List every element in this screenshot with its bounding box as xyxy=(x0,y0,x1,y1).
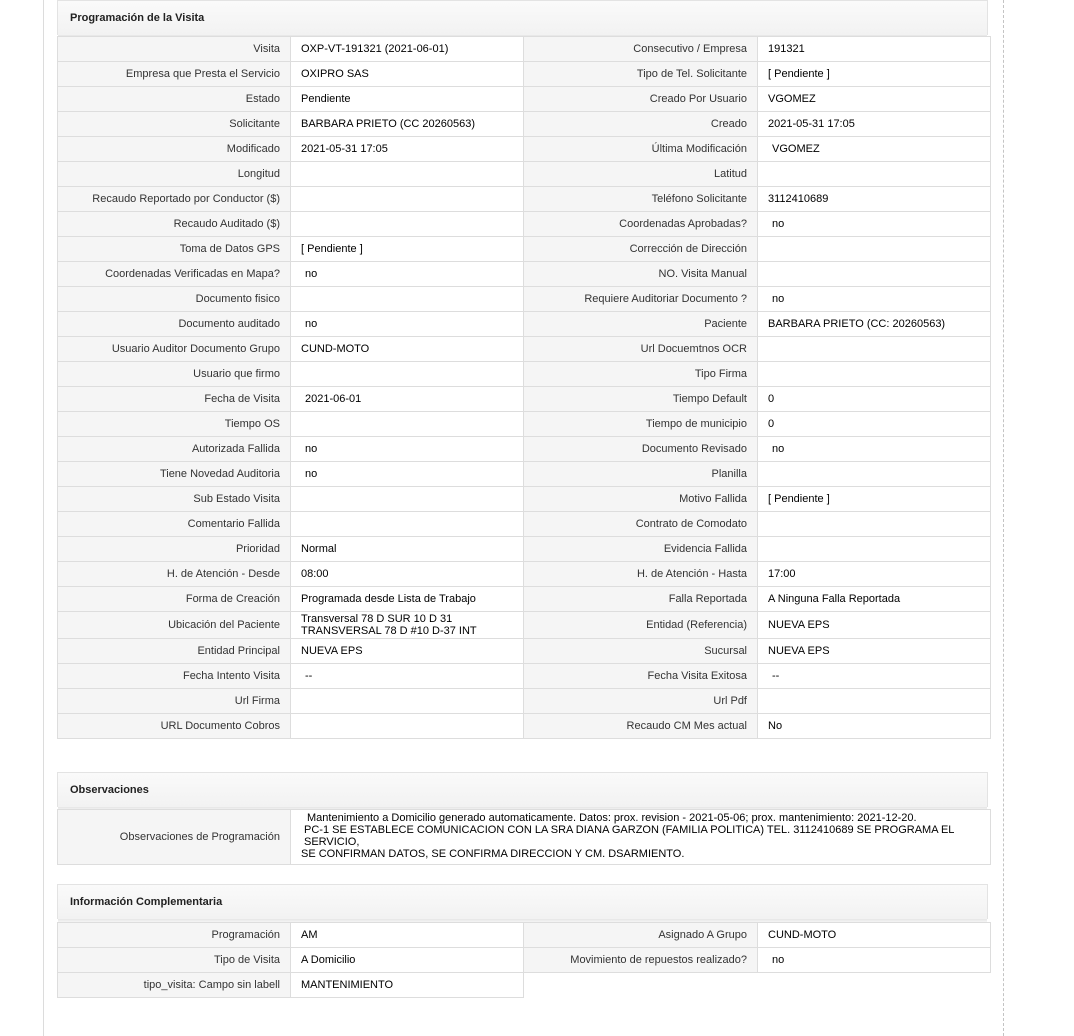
form-row xyxy=(58,487,991,512)
label-fecha-de-visita: Fecha de Visita xyxy=(58,387,291,412)
label-forma-de-creacion: Forma de Creación xyxy=(58,587,291,612)
value-correccion-de-direccion xyxy=(758,237,991,262)
value-documento-auditado xyxy=(291,312,524,337)
value-usuario-que-firmo xyxy=(291,362,524,387)
value-entidad-referencia xyxy=(758,612,991,639)
label-comentario-fallida: Comentario Fallida xyxy=(58,512,291,537)
label-h-de-atencion-hasta: H. de Atención - Hasta xyxy=(524,562,758,587)
label-recaudo-reportado-por-conductor: Recaudo Reportado por Conductor ($) xyxy=(58,187,291,212)
label-tiempo-default: Tiempo Default xyxy=(524,387,758,412)
label-latitud: Latitud xyxy=(524,162,758,187)
value-motivo-fallida xyxy=(758,487,991,512)
label-asignado-a-grupo: Asignado A Grupo xyxy=(524,923,758,948)
value-fecha-visita-exitosa xyxy=(758,664,991,689)
value-text: VGOMEZ xyxy=(772,143,820,155)
observaciones-header xyxy=(57,772,988,807)
label-url-docuemtnos-ocr: Url Docuemtnos OCR xyxy=(524,337,758,362)
label-documento-revisado: Documento Revisado xyxy=(524,437,758,462)
label-tipo-de-visita: Tipo de Visita xyxy=(58,948,291,973)
label-fecha-visita-exitosa: Fecha Visita Exitosa xyxy=(524,664,758,689)
form-row xyxy=(58,714,991,739)
label-fecha-intento-visita: Fecha Intento Visita xyxy=(58,664,291,689)
value-creado xyxy=(758,112,991,137)
value-text: no xyxy=(305,268,318,280)
value-fecha-intento-visita xyxy=(291,664,524,689)
value-documento-revisado xyxy=(758,437,991,462)
form-row xyxy=(58,237,991,262)
value-url-pdf xyxy=(758,689,991,714)
complementaria-table xyxy=(57,922,991,998)
label-estado: Estado xyxy=(58,87,291,112)
label-url-firma: Url Firma xyxy=(58,689,291,714)
label-tiempo-de-municipio: Tiempo de municipio xyxy=(524,412,758,437)
value-text: no xyxy=(772,954,785,966)
value-entidad-principal xyxy=(291,639,524,664)
value-documento-fisico xyxy=(291,287,524,312)
observaciones-line-1: Mantenimiento a Domicilio generado automaticamente. Datos: prox. revision - 2021-05-06; prox. mantenimiento: 2021-12-20. xyxy=(307,812,917,824)
form-row xyxy=(58,37,991,62)
value-text: 2021-05-31 17:05 xyxy=(768,118,855,130)
value-recaudo-auditado xyxy=(291,212,524,237)
value-empresa-que-presta-el-servicio xyxy=(291,62,524,87)
label-recaudo-cm-mes-actual: Recaudo CM Mes actual xyxy=(524,714,758,739)
label-entidad-referencia: Entidad (Referencia) xyxy=(524,612,758,639)
value-text: 0 xyxy=(768,393,775,405)
form-row xyxy=(58,639,991,664)
value-contrato-de-comodato xyxy=(758,512,991,537)
value-fecha-de-visita xyxy=(291,387,524,412)
label-modificado: Modificado xyxy=(58,137,291,162)
value-forma-de-creacion xyxy=(291,587,524,612)
value-text: no xyxy=(305,443,318,455)
form-row xyxy=(58,337,991,362)
value-text: A Ninguna Falla Reportada xyxy=(768,593,901,605)
label-toma-de-datos-gps: Toma de Datos GPS xyxy=(58,237,291,262)
value-recaudo-reportado-por-conductor xyxy=(291,187,524,212)
value-text: 2021-05-31 17:05 xyxy=(301,143,388,155)
value-text: [ Pendiente ] xyxy=(768,68,830,80)
programacion-table xyxy=(57,36,991,739)
value-prioridad xyxy=(291,537,524,562)
form-row xyxy=(58,312,991,337)
value-tipo-de-visita xyxy=(291,948,524,973)
form-row xyxy=(58,112,991,137)
value-longitud xyxy=(291,162,524,187)
label-consecutivo-empresa: Consecutivo / Empresa xyxy=(524,37,758,62)
form-row xyxy=(58,162,991,187)
value-text: no xyxy=(305,318,318,330)
value-recaudo-cm-mes-actual xyxy=(758,714,991,739)
label-telefono-solicitante: Teléfono Solicitante xyxy=(524,187,758,212)
observaciones-table xyxy=(57,809,991,865)
label-ultima-modificacion: Última Modificación xyxy=(524,137,758,162)
empty-cell xyxy=(524,973,758,998)
value-coordenadas-verificadas-en-mapa xyxy=(291,262,524,287)
value-tiempo-de-municipio xyxy=(758,412,991,437)
value-line: Transversal 78 D SUR 10 D 31 xyxy=(301,613,453,625)
form-row xyxy=(58,437,991,462)
label-programacion: Programación xyxy=(58,923,291,948)
form-row xyxy=(58,537,991,562)
label-tipo-visita-campo-sin-labell: tipo_visita: Campo sin labell xyxy=(58,973,291,998)
form-row xyxy=(58,948,991,973)
value-text: BARBARA PRIETO (CC 20260563) xyxy=(301,118,476,130)
label-sub-estado-visita: Sub Estado Visita xyxy=(58,487,291,512)
form-row xyxy=(58,412,991,437)
label-creado-por-usuario: Creado Por Usuario xyxy=(524,87,758,112)
value-text: -- xyxy=(772,670,780,682)
label-creado: Creado xyxy=(524,112,758,137)
value-text: A Domicilio xyxy=(301,954,356,966)
value-text: NUEVA EPS xyxy=(768,645,830,657)
value-text: 17:00 xyxy=(768,568,796,580)
label-coordenadas-verificadas-en-mapa: Coordenadas Verificadas en Mapa? xyxy=(58,262,291,287)
form-row xyxy=(58,462,991,487)
value-estado xyxy=(291,87,524,112)
label-tipo-firma: Tipo Firma xyxy=(524,362,758,387)
value-url-documento-cobros xyxy=(291,714,524,739)
label-movimiento-de-repuestos-realizado: Movimiento de repuestos realizado? xyxy=(524,948,758,973)
observaciones-value xyxy=(291,810,991,865)
value-text: NUEVA EPS xyxy=(768,619,830,631)
label-entidad-principal: Entidad Principal xyxy=(58,639,291,664)
label-contrato-de-comodato: Contrato de Comodato xyxy=(524,512,758,537)
value-usuario-auditor-documento-grupo xyxy=(291,337,524,362)
value-h-de-atencion-hasta xyxy=(758,562,991,587)
label-coordenadas-aprobadas: Coordenadas Aprobadas? xyxy=(524,212,758,237)
value-consecutivo-empresa xyxy=(758,37,991,62)
value-text: MANTENIMIENTO xyxy=(301,979,394,991)
value-text: [ Pendiente ] xyxy=(301,243,363,255)
form-row xyxy=(58,689,991,714)
value-tipo-visita-campo-sin-labell xyxy=(291,973,524,998)
value-requiere-auditoriar-documento xyxy=(758,287,991,312)
value-tipo-firma xyxy=(758,362,991,387)
label-longitud: Longitud xyxy=(58,162,291,187)
label-solicitante: Solicitante xyxy=(58,112,291,137)
value-evidencia-fallida xyxy=(758,537,991,562)
value-visita xyxy=(291,37,524,62)
form-row xyxy=(58,212,991,237)
value-text: -- xyxy=(305,670,313,682)
value-text: 3112410689 xyxy=(768,193,829,205)
value-tiempo-default xyxy=(758,387,991,412)
value-programacion xyxy=(291,923,524,948)
value-latitud xyxy=(758,162,991,187)
value-coordenadas-aprobadas xyxy=(758,212,991,237)
value-text: 08:00 xyxy=(301,568,329,580)
value-text: OXP-VT-191321 (2021-06-01) xyxy=(301,43,449,55)
label-sucursal: Sucursal xyxy=(524,639,758,664)
value-autorizada-fallida xyxy=(291,437,524,462)
label-empresa-que-presta-el-servicio: Empresa que Presta el Servicio xyxy=(58,62,291,87)
value-text: no xyxy=(305,468,318,480)
value-text: Pendiente xyxy=(301,93,351,105)
value-sub-estado-visita xyxy=(291,487,524,512)
form-row xyxy=(58,512,991,537)
value-line: TRANSVERSAL 78 D #10 D-37 INT xyxy=(301,625,477,637)
form-row xyxy=(58,62,991,87)
value-text: no xyxy=(772,293,785,305)
value-text: [ Pendiente ] xyxy=(768,493,830,505)
value-tiene-novedad-auditoria xyxy=(291,462,524,487)
form-row xyxy=(58,612,991,639)
value-h-de-atencion-desde xyxy=(291,562,524,587)
complementaria-header xyxy=(57,884,988,919)
label-evidencia-fallida: Evidencia Fallida xyxy=(524,537,758,562)
value-comentario-fallida xyxy=(291,512,524,537)
value-telefono-solicitante xyxy=(758,187,991,212)
label-correccion-de-direccion: Corrección de Dirección xyxy=(524,237,758,262)
value-tiempo-os xyxy=(291,412,524,437)
value-solicitante xyxy=(291,112,524,137)
value-falla-reportada xyxy=(758,587,991,612)
label-autorizada-fallida: Autorizada Fallida xyxy=(58,437,291,462)
value-planilla xyxy=(758,462,991,487)
label-url-documento-cobros: URL Documento Cobros xyxy=(58,714,291,739)
value-text: VGOMEZ xyxy=(768,93,816,105)
label-falla-reportada: Falla Reportada xyxy=(524,587,758,612)
observaciones-line-2: PC-1 SE ESTABLECE COMUNICACION CON LA SRA DIANA GARZON (FAMILIA POLITICA) TEL. 3112410689 SE PROGRAMA EL SERVICIO, xyxy=(304,824,955,848)
value-tipo-de-tel-solicitante xyxy=(758,62,991,87)
observaciones-title: Observaciones xyxy=(70,784,149,796)
value-asignado-a-grupo xyxy=(758,923,991,948)
page-left-border xyxy=(43,0,44,1036)
value-text: Normal xyxy=(301,543,337,555)
label-prioridad: Prioridad xyxy=(58,537,291,562)
value-text: OXIPRO SAS xyxy=(301,68,369,80)
form-row xyxy=(58,387,991,412)
label-recaudo-auditado: Recaudo Auditado ($) xyxy=(58,212,291,237)
value-text: No xyxy=(768,720,783,732)
value-paciente xyxy=(758,312,991,337)
form-row xyxy=(58,287,991,312)
value-modificado xyxy=(291,137,524,162)
label-tipo-de-tel-solicitante: Tipo de Tel. Solicitante xyxy=(524,62,758,87)
programacion-header xyxy=(57,0,988,35)
form-row xyxy=(58,973,991,998)
value-text: 0 xyxy=(768,418,775,430)
label-usuario-auditor-documento-grupo: Usuario Auditor Documento Grupo xyxy=(58,337,291,362)
form-row xyxy=(58,587,991,612)
observaciones-label: Observaciones de Programación xyxy=(58,810,291,865)
value-text: BARBARA PRIETO (CC: 20260563) xyxy=(768,318,946,330)
form-row xyxy=(58,923,991,948)
value-ultima-modificacion xyxy=(758,137,991,162)
value-text: no xyxy=(772,443,785,455)
label-h-de-atencion-desde: H. de Atención - Desde xyxy=(58,562,291,587)
form-row xyxy=(58,187,991,212)
value-text: CUND-MOTO xyxy=(301,343,370,355)
label-tiene-novedad-auditoria: Tiene Novedad Auditoria xyxy=(58,462,291,487)
label-paciente: Paciente xyxy=(524,312,758,337)
value-text: NUEVA EPS xyxy=(301,645,363,657)
label-motivo-fallida: Motivo Fallida xyxy=(524,487,758,512)
programacion-title: Programación de la Visita xyxy=(70,12,205,24)
value-creado-por-usuario xyxy=(758,87,991,112)
value-text: Programada desde Lista de Trabajo xyxy=(301,593,476,605)
form-row xyxy=(58,262,991,287)
empty-cell xyxy=(758,973,991,998)
form-row xyxy=(58,664,991,689)
form-row xyxy=(58,87,991,112)
observaciones-line-3: SE CONFIRMAN DATOS, SE CONFIRMA DIRECCION Y CM. DSARMIENTO. xyxy=(301,848,685,860)
value-text: no xyxy=(772,218,785,230)
value-toma-de-datos-gps xyxy=(291,237,524,262)
observaciones-row xyxy=(58,810,991,865)
value-movimiento-de-repuestos-realizado xyxy=(758,948,991,973)
label-documento-auditado: Documento auditado xyxy=(58,312,291,337)
value-text: 2021-06-01 xyxy=(305,393,362,405)
label-visita: Visita xyxy=(58,37,291,62)
value-ubicacion-del-paciente xyxy=(291,612,524,639)
value-text: AM xyxy=(301,929,318,941)
value-text: CUND-MOTO xyxy=(768,929,837,941)
value-no-visita-manual xyxy=(758,262,991,287)
form-row xyxy=(58,137,991,162)
label-tiempo-os: Tiempo OS xyxy=(58,412,291,437)
value-sucursal xyxy=(758,639,991,664)
form-row xyxy=(58,362,991,387)
form-row xyxy=(58,562,991,587)
value-url-firma xyxy=(291,689,524,714)
label-no-visita-manual: NO. Visita Manual xyxy=(524,262,758,287)
label-requiere-auditoriar-documento: Requiere Auditoriar Documento ? xyxy=(524,287,758,312)
label-planilla: Planilla xyxy=(524,462,758,487)
label-url-pdf: Url Pdf xyxy=(524,689,758,714)
value-text: 191321 xyxy=(768,43,805,55)
value-url-docuemtnos-ocr xyxy=(758,337,991,362)
page-right-border xyxy=(1003,0,1004,1036)
complementaria-title: Información Complementaria xyxy=(70,896,223,908)
label-ubicacion-del-paciente: Ubicación del Paciente xyxy=(58,612,291,639)
label-documento-fisico: Documento fisico xyxy=(58,287,291,312)
label-usuario-que-firmo: Usuario que firmo xyxy=(58,362,291,387)
